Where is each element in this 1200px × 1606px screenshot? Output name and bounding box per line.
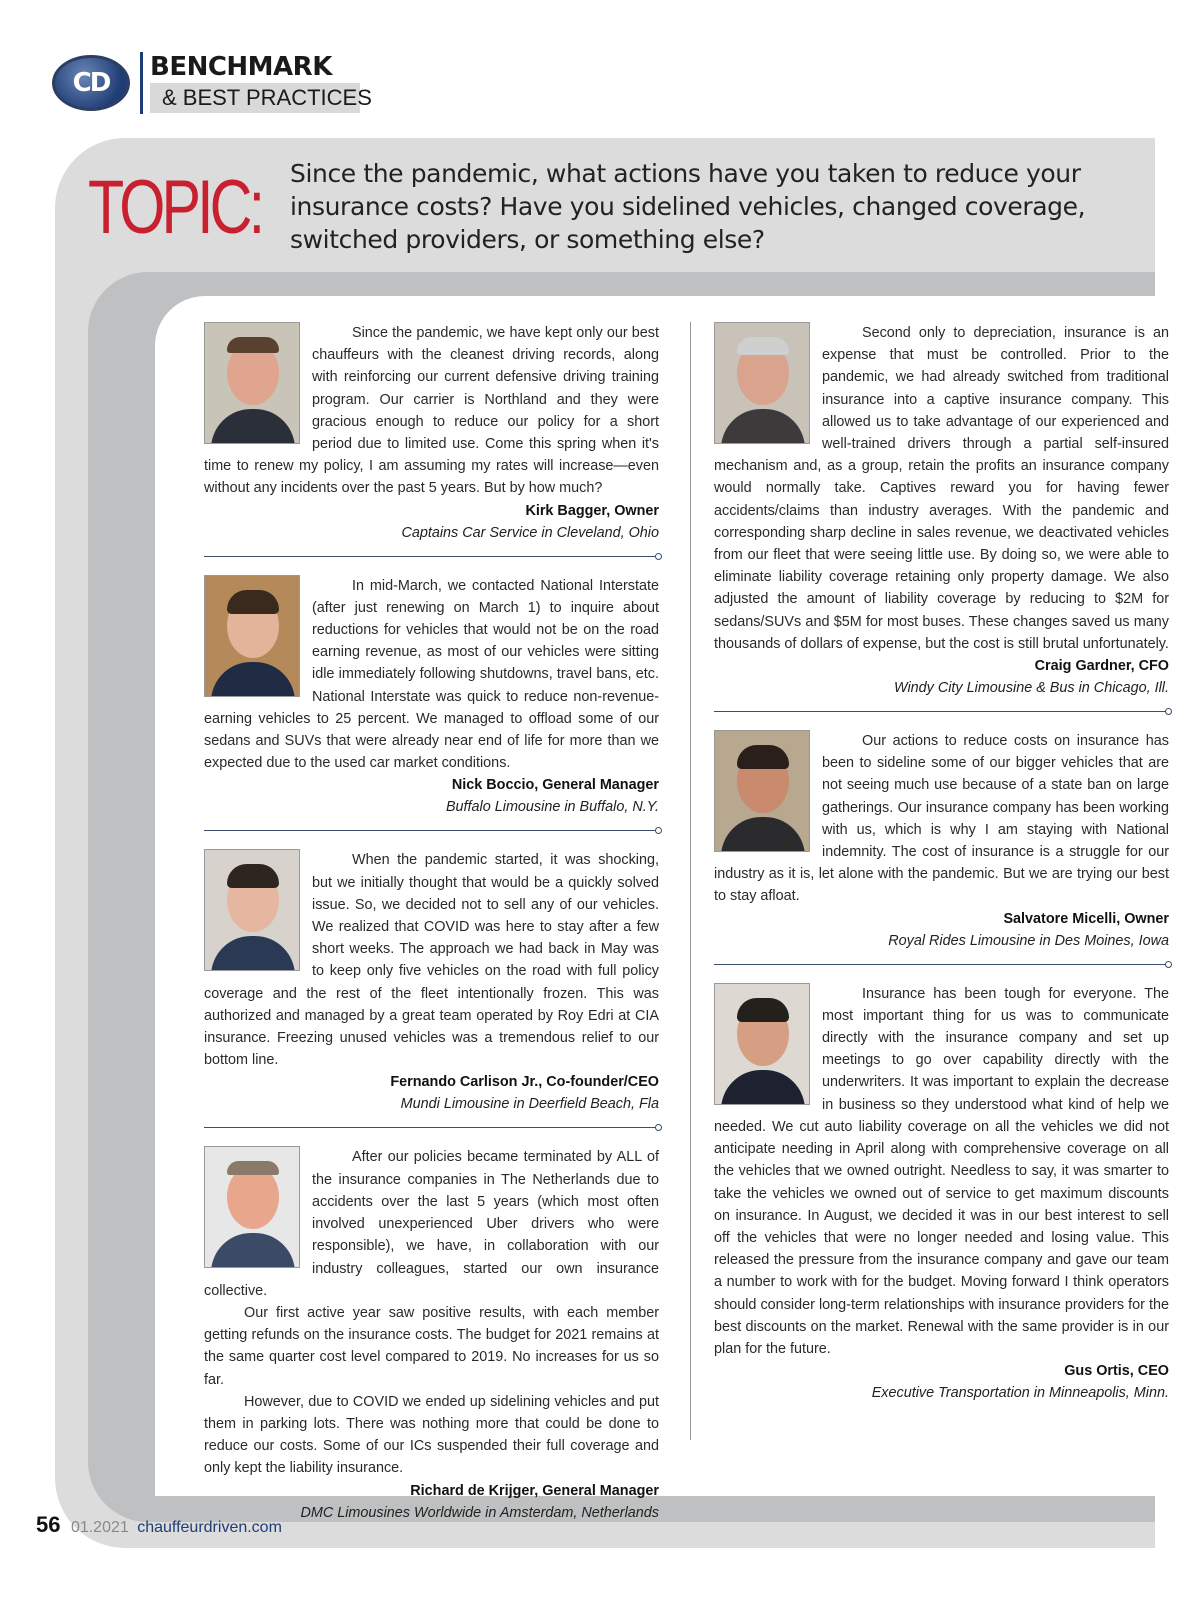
response-entry (204, 322, 659, 557)
right-column (714, 322, 1169, 1404)
logo-divider (140, 52, 143, 114)
byline (714, 655, 1169, 699)
respondent-company: Mundi Limousine in Deerfield Beach, Fla (400, 1096, 659, 1113)
respondent-photo (204, 849, 300, 971)
respondent-name: Nick Boccio, General Manager (451, 777, 659, 794)
response-entry (204, 1146, 659, 1523)
response-text: Our first active year saw positive results, with each member getting refunds on the insurance costs. The budget for 2021 remains at the same quarter cost level compared to 2019. No increases for us so far. (204, 1304, 659, 1388)
respondent-name: Fernando Carlison Jr., Co-founder/CEO (390, 1074, 659, 1091)
topic-label: TOPIC: (88, 165, 262, 250)
respondent-company: Buffalo Limousine in Buffalo, N.Y. (445, 799, 659, 816)
byline (714, 908, 1169, 952)
respondent-name: Gus Ortis, CEO (1064, 1363, 1169, 1380)
respondent-photo (204, 322, 300, 444)
website-link[interactable]: chauffeurdriven.com (137, 1519, 282, 1536)
entry-separator (714, 964, 1169, 965)
respondent-company: Executive Transportation in Minneapolis, Minn. (871, 1385, 1169, 1402)
respondent-photo (714, 322, 810, 444)
respondent-photo (714, 730, 810, 852)
response-entry (204, 849, 659, 1128)
section-subtitle: & BEST PRACTICES (150, 83, 360, 113)
page-footer (36, 1512, 282, 1538)
respondent-company: Royal Rides Limousine in Des Moines, Iowa (888, 932, 1169, 949)
respondent-photo (714, 983, 810, 1105)
issue-date: 01.2021 (70, 1519, 129, 1536)
response-text: However, due to COVID we ended up sidelining vehicles and put them in parking lots. There was nothing more that could be done to reduce our costs. Some of our ICs suspended their full coverage and only kept the liability insurance. (204, 1393, 659, 1477)
response-text: After our policies became terminated by ALL of the insurance companies in The Netherlands due to accidents over the last 5 years (which most often involved unexperienced Uber drivers who were responsible), we have, in collaboration with our industry colleagues, started our own insurance collective. (204, 1149, 659, 1299)
page-number: 56 (36, 1512, 61, 1537)
response-entry (714, 983, 1169, 1404)
response-text: In mid-March, we contacted National Interstate (after just renewing on March 1) to inquire about reductions for vehicles that would not be on the road earning revenue, as most of our vehicles were sitting idle immediately following shutdowns, travel bans, etc. National Interstate was quick to reduce non-revenue-earning vehicles to 25 percent. We managed to offload some of our sedans and SUVs that were already near end of life for more than we expected due to the used car market conditions. (204, 577, 659, 772)
left-column (204, 322, 659, 1524)
section-title: BENCHMARK (150, 52, 332, 82)
column-divider (690, 322, 691, 1440)
response-text: When the pandemic started, it was shocking, but we initially thought that would be a quickly solved issue. So, we decided not to sell any of our vehicles. We realized that COVID was here to stay after a few short weeks. The approach we had back in May was to keep only five vehicles on the road with full policy coverage and the rest of the fleet intentionally frozen. This was authorized and managed by a great team operated by Roy Edri at CIA insurance. Freezing unused vehicles was a tremendous relief to our bottom line. (204, 852, 659, 1069)
respondent-name: Craig Gardner, CFO (1034, 658, 1169, 675)
entry-separator (714, 711, 1169, 712)
respondent-name: Richard de Krijger, General Manager (410, 1482, 659, 1499)
response-entry (204, 575, 659, 832)
respondent-company: Windy City Limousine & Bus in Chicago, Ill. (893, 680, 1169, 697)
respondent-company: Captains Car Service in Cleveland, Ohio (401, 524, 659, 541)
byline (204, 1071, 659, 1115)
entry-separator (204, 556, 659, 557)
entry-separator (204, 1127, 659, 1128)
byline (714, 1360, 1169, 1404)
response-text: Second only to depreciation, insurance is an expense that must be controlled. Prior to the pandemic, we had already switched from traditional insurance into a captive insurance company. This allowed us to take advantage of our experienced and well-trained drivers through a partial self-insured mechanism and, as a group, retain the profits an insurance company would normally take. Captives reward you for having fewer accidents/claims than industry averages. With the pandemic and corresponding sharp decline in sales revenue, we deactivated vehicles from our fleet that were seeing little use. By doing so, we were able to eliminate liability coverage retaining only property damage. We also adjusted the amount of liability coverage by reducing to $2M for sedans/SUVs and $5M for most buses. These changes saved us many thousands of dollars of expense, but the cost is still brutal unfortunately. (714, 325, 1169, 652)
byline (204, 774, 659, 818)
response-text: Our actions to reduce costs on insurance has been to sideline some of our bigger vehicles that are not seeing much use because of a state ban on large gatherings. Our insurance company has been working with us, which is why I am staying with National indemnity. The cost of insurance is a struggle for our industry as it is, let alone with the pandemic. But we are trying our best to stay afloat. (714, 733, 1169, 905)
response-text: Insurance has been tough for everyone. The most important thing for us was to communicate directly with the insurance company and set up meetings to go over capability directly with the underwriters. It was important to explain the decrease in business so they understood what kind of help we needed. We cut auto liability coverage on all the vehicles we did not anticipate needing in April along with comprehensive coverage on all the vehicles that we owned outright. Needless to say, it was smarter to take the vehicles we owned out of service to get maximum discounts on insurance. In August, we decided it was in our best interest to sell off the vehicles that were no longer needed and losing value. This released the pressure from the insurance company and gave our team a number to work with for the budget. Moving forward I think operators should consider long-term relationships with insurance providers for the best discounts on the market. Renewal with the same provider is in our plan for the future. (714, 985, 1169, 1357)
entry-separator (204, 830, 659, 831)
byline (204, 500, 659, 544)
respondent-name: Kirk Bagger, Owner (525, 502, 659, 519)
respondent-photo (204, 575, 300, 697)
respondent-photo (204, 1146, 300, 1268)
cd-logo-icon: CD (52, 55, 130, 111)
respondent-company: DMC Limousines Worldwide in Amsterdam, Netherlands (300, 1504, 659, 1521)
respondent-name: Salvatore Micelli, Owner (1003, 910, 1169, 927)
response-text: Since the pandemic, we have kept only our best chauffeurs with the cleanest driving records, along with reinforcing our current defensive driving training program. Our carrier is Northland and they were gracious enough to reduce our policy for a short period due to limited use. Come this spring when it's time to renew my policy, I am assuming my rates will increase—even without any incidents over the past 5 years. But by how much? (204, 325, 659, 497)
topic-question: Since the pandemic, what actions have you taken to reduce your insurance costs? Have you sidelined vehicles, changed coverage, switched providers, or something else? (290, 159, 1086, 254)
response-entry (714, 730, 1169, 965)
response-entry (714, 322, 1169, 712)
